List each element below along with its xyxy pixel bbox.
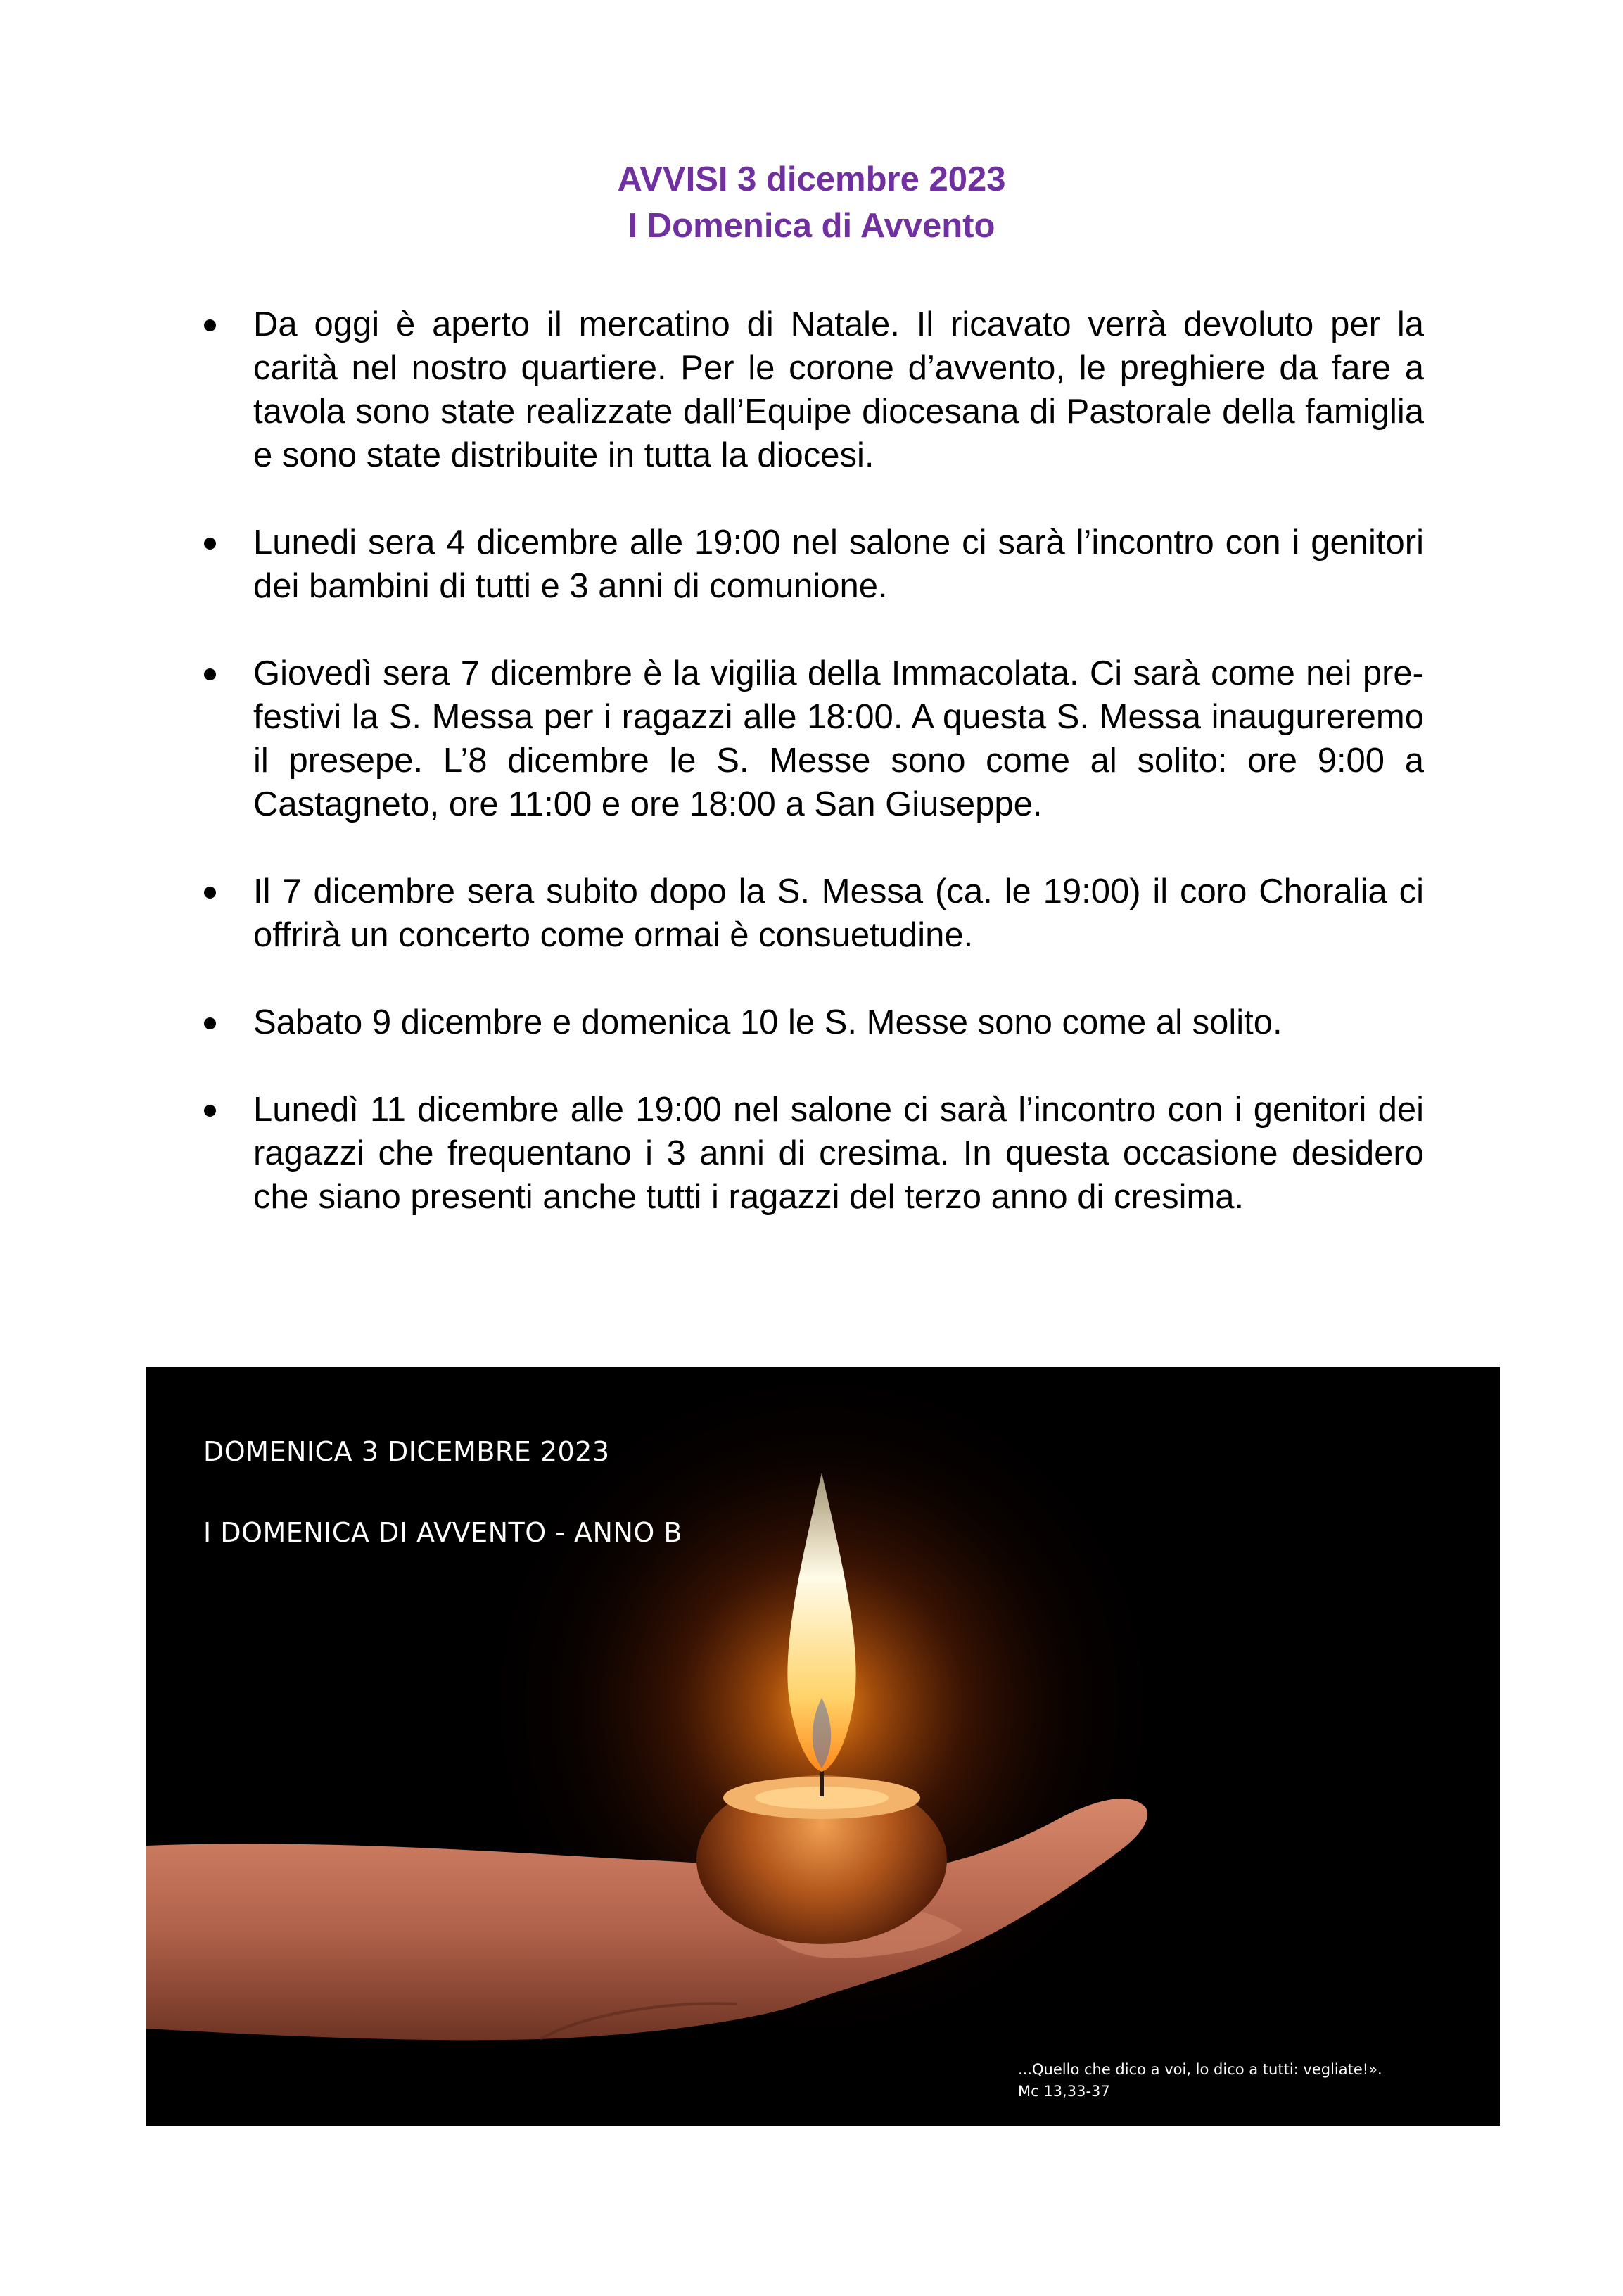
page-subtitle: I Domenica di Avvento [628, 207, 995, 245]
notice-text: Da oggi è aperto il mercatino di Natale. Il ricavato verrà devoluto per la carità nel nostro quartiere. Per le corone d’avvento, le preghiere da fare a tavola sono state realizzate dall’Equipe diocesana di Pastorale della famiglia e sono state distribuite in tutta la diocesi. [253, 305, 1424, 474]
page-header [0, 156, 1623, 249]
notice-item [201, 652, 1424, 826]
quote-reference: Mc 13,33-37 [1018, 2083, 1110, 2100]
bullet-icon [204, 668, 216, 680]
notice-text: Lunedi sera 4 dicembre alle 19:00 nel salone ci sarà l’incontro con i genitori dei bambini di tutti e 3 anni di comunione. [253, 524, 1424, 605]
notice-text: Il 7 dicembre sera subito dopo la S. Messa (ca. le 19:00) il coro Choralia ci offrirà un concerto come ormai è consuetudine. [253, 873, 1424, 954]
bullet-icon [204, 1105, 216, 1117]
notice-item [201, 1088, 1424, 1219]
notice-item [201, 303, 1424, 477]
notice-text: Sabato 9 dicembre e domenica 10 le S. Messe sono come al solito. [253, 1003, 1283, 1041]
bullet-icon [204, 1017, 216, 1029]
notice-item [201, 1001, 1424, 1044]
candle-in-hand-image [146, 1367, 1500, 2126]
notice-text: Giovedì sera 7 dicembre è la vigilia della Immacolata. Ci sarà come nei pre-festivi la S. Messa per i ragazzi alle 18:00. A questa S. Messa inaugureremo il presepe. L’8 dicembre le S. Messe sono come al solito: ore 9:00 a Castagneto, ore 11:00 e ore 18:00 a San Giuseppe. [253, 654, 1424, 823]
banner-date: DOMENICA 3 DICEMBRE 2023 [203, 1436, 610, 1467]
gospel-quote [1018, 2059, 1382, 2102]
advent-banner [146, 1367, 1500, 2126]
page-title: AVVISI 3 dicembre 2023 [617, 160, 1006, 198]
bullet-icon [204, 887, 216, 899]
notices-list [201, 303, 1424, 1262]
quote-text: ...Quello che dico a voi, lo dico a tutti: vegliate!». [1018, 2061, 1382, 2078]
banner-liturgy: I DOMENICA DI AVVENTO - ANNO B [203, 1517, 682, 1548]
bullet-icon [204, 319, 216, 331]
bullet-icon [204, 538, 216, 550]
notice-text: Lunedì 11 dicembre alle 19:00 nel salone ci sarà l’incontro con i genitori dei ragazzi che frequentano i 3 anni di cresima. In questa occasione desidero che siano presenti anche tutti i ragazzi del terzo anno di cresima. [253, 1091, 1424, 1216]
notice-item [201, 870, 1424, 957]
notice-item [201, 521, 1424, 608]
